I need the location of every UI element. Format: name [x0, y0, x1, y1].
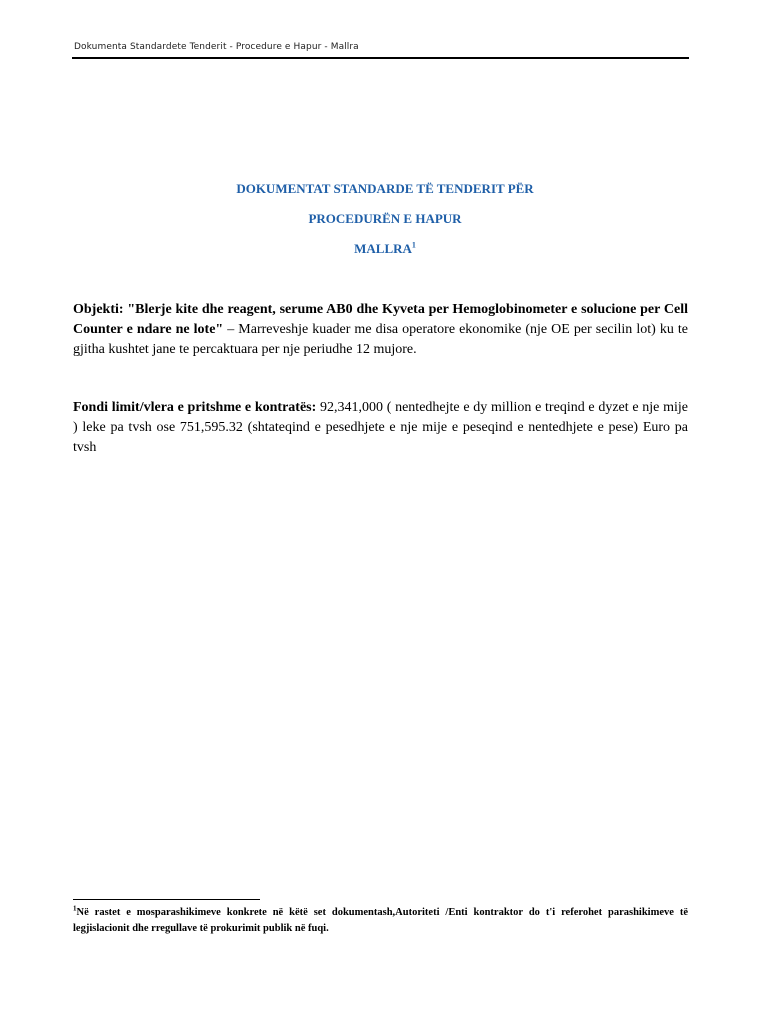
footnote-rule	[73, 899, 260, 900]
fondi-text: 92,341,000 ( nentedhejte e dy million e treqind e dyzet e nje mije ) leke pa tvsh ose 751,595.32 (shtateqind e pesedhjete e nje mije e peseqind e nentedhjete e pese) Euro pa tvsh	[73, 400, 688, 455]
objekti-label: Objekti: "Blerje kite dhe reagent, serume AB0 dhe Kyveta per Hemoglobinometer e solucione per Cell Counter e ndare ne lote"	[73, 302, 688, 337]
title-mallra: MALLRA	[354, 241, 412, 256]
header-rule	[72, 57, 689, 59]
footnote-marker: 1	[73, 904, 77, 913]
objekti-paragraph	[73, 300, 688, 360]
title-line-3	[0, 241, 770, 257]
fondi-paragraph	[73, 398, 688, 458]
footnote-text: Në rastet e mosparashikimeve konkrete në këtë set dokumentash,Autoriteti /Enti kontraktor do t'i referohet parashikimeve të legjislacionit dhe rregullave të prokurimit publik në fuqi.	[73, 907, 688, 934]
footnote	[73, 905, 688, 937]
title-line-2: PROCEDURËN E HAPUR	[308, 211, 462, 226]
title-line-1: DOKUMENTAT STANDARDE TË TENDERIT PËR	[236, 181, 534, 196]
fondi-label: Fondi limit/vlera e pritshme e kontratës:	[73, 400, 317, 415]
title-footnote-ref: 1	[411, 240, 416, 250]
objekti-text: – Marreveshje kuader me disa operatore ekonomike (nje OE per secilin lot) ku te gjitha kushtet jane te percaktuara per nje periudhe 12 mujore.	[73, 322, 688, 357]
running-header: Dokumenta Standardete Tenderit - Procedure e Hapur - Mallra	[74, 42, 359, 52]
